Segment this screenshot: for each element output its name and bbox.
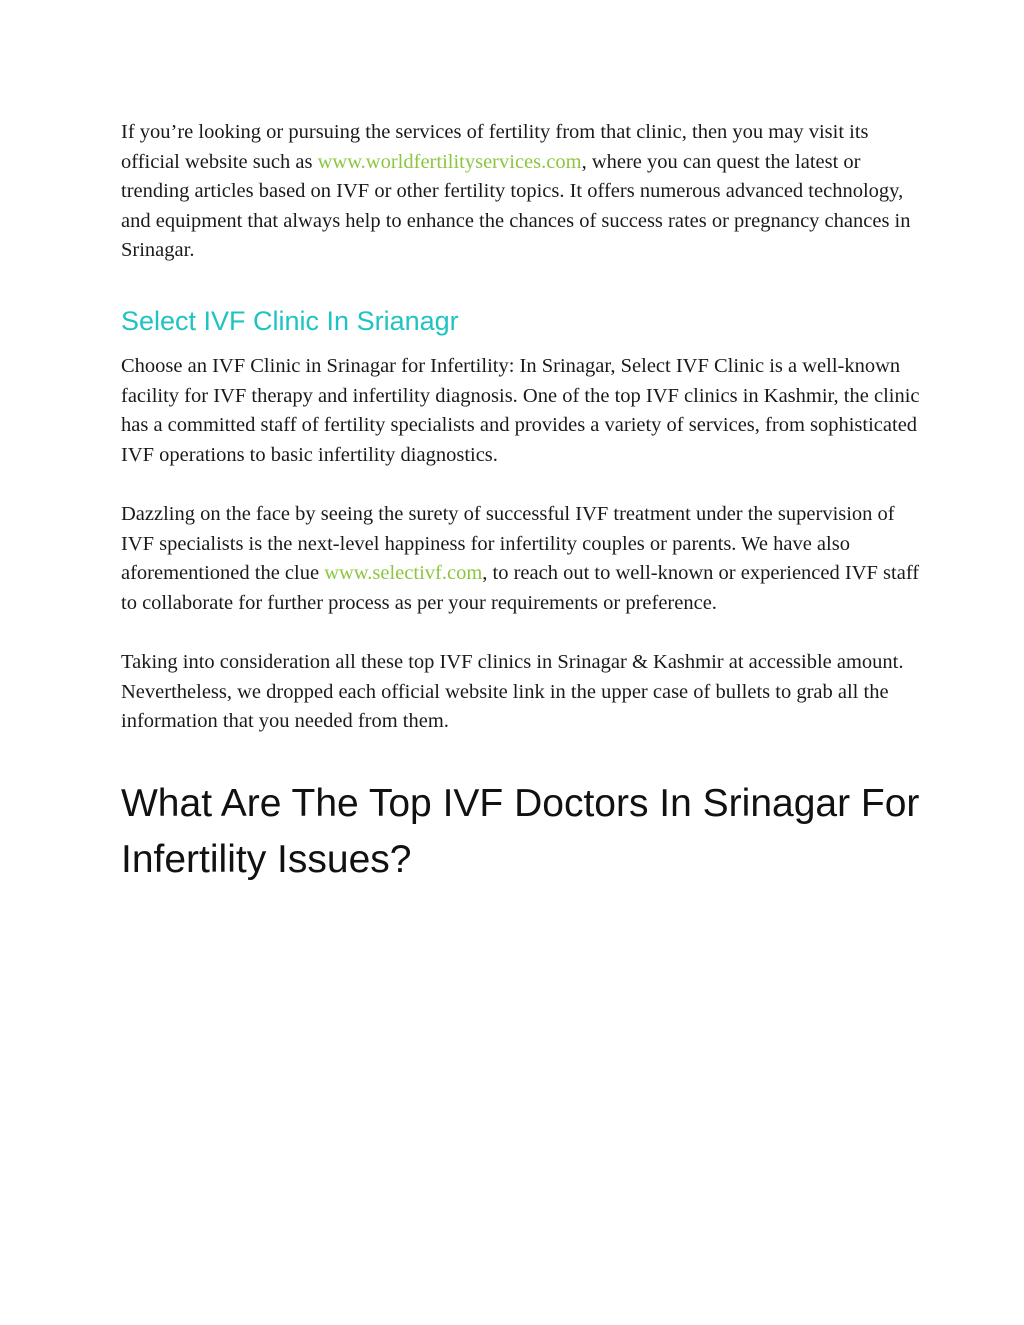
paragraph-intro-text-end: , where you can quest the latest or trending articles based on IVF or other fertility topics. It offers numerous advanced technology, and equipment that always help to enhance the chances of success rates or pregnancy chances in Srinagar. [121,150,911,262]
paragraph-treatment-text-end: , to reach out to well-known or experienced IVF staff to collaborate for further process as per your requirements or preference. [121,562,920,614]
paragraph-consideration: Taking into consideration all these top IVF clinics in Srinagar & Kashmir at accessible amount. Nevertheless, we dropped each official website link in the upper case of bullets to grab all the information that you needed from them. [121,650,904,733]
document-content [121,118,921,888]
paragraph-treatment-text-start: Dazzling on the face by seeing the surety of successful IVF treatment under the supervision of IVF specialists is the next-level happiness for infertility couples or parents. We have also aforementioned the clue [121,502,895,585]
paragraph-treatment [121,500,921,618]
paragraph-intro-text-start: If you’re looking or pursuing the services of fertility from that clinic, then you may visit its official website such as [121,121,869,173]
paragraph-intro [121,118,921,266]
worldfertilityservices-link[interactable]: www.worldfertilityservices.com [317,150,582,173]
paragraph-clinic-description: Choose an IVF Clinic in Srinagar for Infertility: In Srinagar, Select IVF Clinic is a well-known facility for IVF therapy and infertility diagnosis. One of the top IVF clinics in Kashmir, the clinic has a committed staff of fertility specialists and provides a variety of services, from sophisticated IVF operations to basic infertility diagnostics. [121,354,920,466]
section-heading: Select IVF Clinic In Srianagr [121,305,459,336]
selectivf-link[interactable]: www.selectivf.com [324,562,483,585]
main-heading: What Are The Top IVF Doctors In Srinagar For Infertility Issues? [121,781,920,881]
